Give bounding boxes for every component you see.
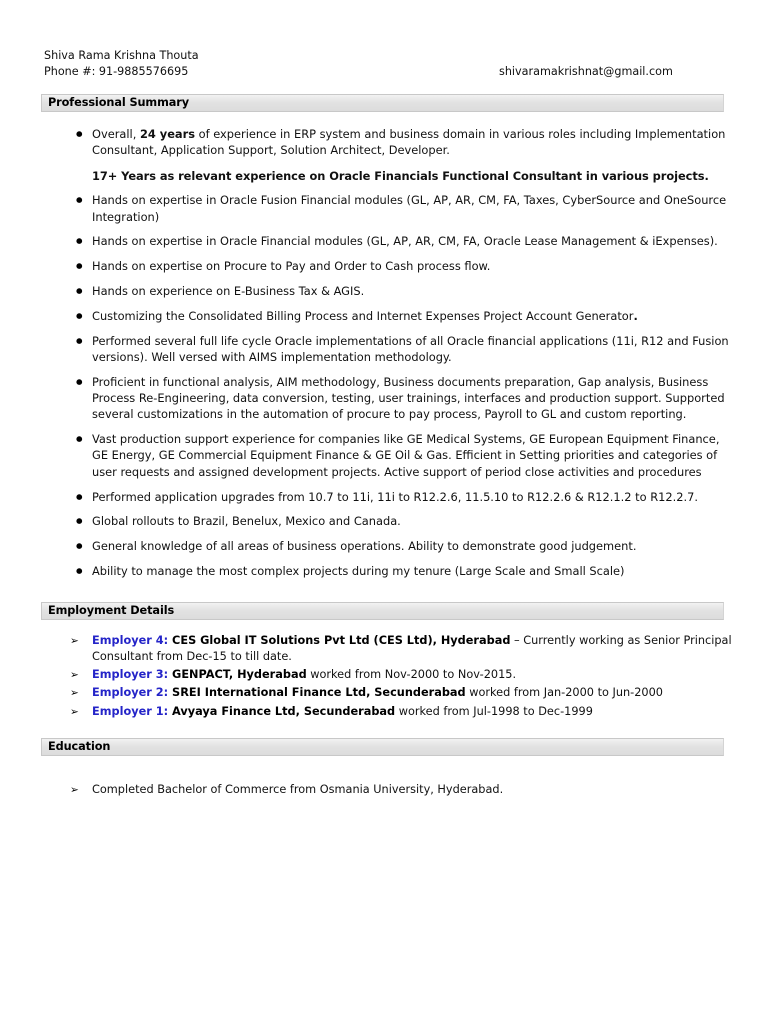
list-item: ● Performed several full life cycle Oracle implementations of all Oracle financial applications (11i, R12 and Fusion versions). Well versed with AIMS implementation methodology. <box>64 333 732 366</box>
list-item <box>66 704 732 720</box>
section-title-education: Education <box>48 740 111 754</box>
section-header-employment-details <box>41 602 724 620</box>
spacer-above-employment <box>0 588 768 602</box>
summary-b1-bold: 24 years <box>139 127 196 141</box>
employer-details: worked from Jul-1998 to Dec-1999 <box>395 704 593 718</box>
employer-details: worked from Nov-2000 to Nov-2015. <box>306 668 517 682</box>
employer-details: worked from Jan-2000 to Jun-2000 <box>465 686 663 700</box>
summary-b1-post: of experience in ERP system and business domain in various roles including Implementation Consultant, Application Support, Solution Architect, Developer. <box>92 127 726 158</box>
list-item <box>66 685 732 701</box>
employment-details-body <box>0 620 768 720</box>
section-title-employment-details: Employment Details <box>48 604 175 618</box>
list-item <box>66 667 732 683</box>
spacer-above-education <box>0 722 768 738</box>
employment-list <box>66 633 732 720</box>
list-item: ● Hands on expertise in Oracle Financial modules (GL, AP, AR, CM, FA, Oracle Lease Management & iExpenses). <box>64 233 732 249</box>
list-item <box>66 633 732 665</box>
employer-label: Employer 3: <box>92 668 169 682</box>
employer-label: Employer 2: <box>92 686 169 700</box>
employer-company: Avyaya Finance Ltd, Secunderabad <box>168 704 396 718</box>
section-title-professional-summary: Professional Summary <box>48 96 190 110</box>
employer-company: SREI International Finance Ltd, Secunderabad <box>168 686 466 700</box>
list-item: ● Hands on experience on E-Business Tax & AGIS. <box>64 283 732 299</box>
list-item: ➢ Completed Bachelor of Commerce from Osmania University, Hyderabad. <box>66 782 732 798</box>
list-item: ● Performed application upgrades from 10.7 to 11i, 11i to R12.2.6, 11.5.10 to R12.2.6 & R12.1.2 to R12.2.7. <box>64 489 732 505</box>
list-item <box>64 126 732 184</box>
list-item: ● Ability to manage the most complex projects during my tenure (Large Scale and Small Scale) <box>64 563 732 579</box>
section-header-education <box>41 738 724 756</box>
education-list <box>66 782 732 798</box>
summary-b1-subnote: 17+ Years as relevant experience on Oracle Financials Functional Consultant in various projects. <box>92 168 709 183</box>
candidate-phone-row <box>44 64 724 80</box>
employer-company: CES Global IT Solutions Pvt Ltd (CES Ltd), Hyderabad <box>168 633 511 647</box>
summary-bullet-list <box>64 126 732 579</box>
candidate-email: shivaramakrishnat@gmail.com <box>499 64 673 78</box>
employer-details: – Currently working as Senior Principal Consultant from Dec-15 to till date. <box>92 633 732 663</box>
employer-label: Employer 1: <box>92 704 169 718</box>
professional-summary-body <box>0 112 768 579</box>
employer-label: Employer 4: <box>92 633 169 647</box>
list-item: ● Hands on expertise in Oracle Fusion Financial modules (GL, AP, AR, CM, FA, Taxes, CyberSource and OneSource Integration) <box>64 192 732 225</box>
employer-company: GENPACT, Hyderabad <box>168 668 307 682</box>
candidate-name: Shiva Rama Krishna Thouta <box>44 49 199 62</box>
section-header-professional-summary <box>41 94 724 112</box>
list-item: ● Hands on expertise on Procure to Pay and Order to Cash process flow. <box>64 258 732 274</box>
summary-b1-pre: Overall, <box>92 127 140 141</box>
spacer-above-summary <box>0 79 768 94</box>
list-item: ● Vast production support experience for companies like GE Medical Systems, GE European Equipment Finance, GE Energy, GE Commercial Equipment Finance & GE Oil & Gas. Efficient in Setting priorities and categories of user requests and assigned development projects. Active support of period close activities and procedures <box>64 431 732 480</box>
list-item <box>64 308 732 324</box>
summary-b6-text: Customizing the Consolidated Billing Process and Internet Expenses Project Account Generator <box>92 308 634 323</box>
list-item: ● General knowledge of all areas of business operations. Ability to demonstrate good judgement. <box>64 538 732 554</box>
education-body <box>0 756 768 798</box>
contact-header <box>0 0 768 79</box>
list-item: ● Proficient in functional analysis, AIM methodology, Business documents preparation, Gap analysis, Business Process Re-Engineering, data conversion, testing, user trainings, interfaces and production support. Supported several customizations in the automation of procure to pay process, Payroll to GL and custom reporting. <box>64 374 732 423</box>
candidate-phone: Phone #: 91-9885576695 <box>44 64 189 78</box>
summary-b6-period: . <box>633 308 638 323</box>
list-item: ● Global rollouts to Brazil, Benelux, Mexico and Canada. <box>64 513 732 529</box>
